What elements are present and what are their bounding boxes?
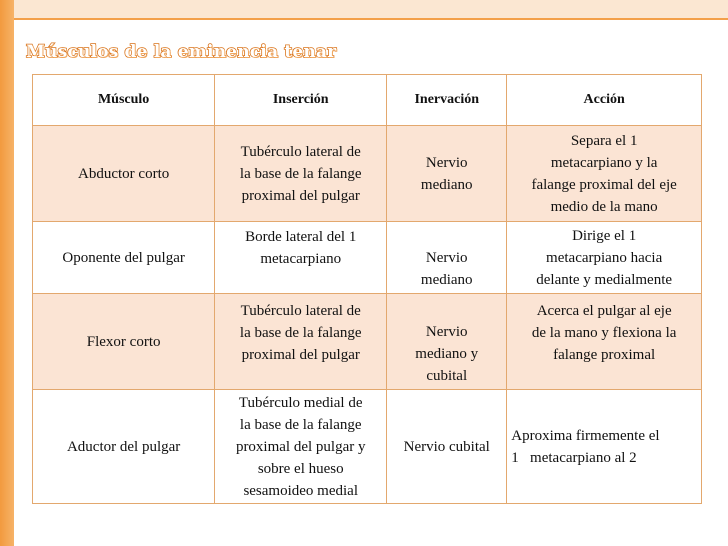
cell-insercion [215, 390, 387, 504]
cell-line: Separa el 1 [570, 132, 638, 149]
header-insercion: Inserción [215, 75, 387, 126]
cell-line: metacarpiano hacia [546, 249, 663, 266]
cell-line: mediano [420, 272, 473, 288]
cell-line: proximal del pulgar [241, 187, 360, 204]
cell-line: proximal del pulgar y [235, 438, 366, 455]
table-row [33, 126, 702, 222]
cell-line: de la mano y flexiona la [531, 325, 677, 341]
top-accent-bar [14, 0, 728, 18]
cell-line: Nervio [425, 250, 468, 266]
cell-line: falange proximal del eje [531, 176, 677, 193]
cell-inervacion [387, 294, 507, 390]
table-header-row [33, 75, 702, 126]
top-divider [14, 18, 728, 20]
table-row [33, 294, 702, 390]
slide-title: Músculos de la eminencia tenar [26, 42, 337, 62]
muscle-table [32, 74, 702, 504]
cell-line: Acerca el pulgar al eje [536, 303, 672, 319]
cell-line: proximal del pulgar [241, 347, 360, 363]
cell-line: metacarpiano [260, 251, 342, 267]
cell-line: mediano [420, 176, 473, 193]
cell-line: Dirige el 1 [572, 227, 637, 244]
cell-line: falange proximal [553, 347, 656, 363]
cell-inervacion: Nervio cubital [387, 390, 507, 504]
table-row [33, 390, 702, 504]
cell-line: medio de la mano [550, 198, 658, 215]
cell-accion [507, 126, 702, 222]
cell-musculo: Abductor corto [33, 126, 215, 222]
header-accion: Acción [507, 75, 702, 126]
cell-line: la base de la falange [239, 325, 362, 341]
cell-accion [507, 390, 702, 504]
cell-inervacion [387, 222, 507, 294]
cell-line: la base de la falange [239, 416, 362, 433]
cell-musculo: Aductor del pulgar [33, 390, 215, 504]
cell-line: Aproxima firmemente el [511, 427, 660, 444]
cell-line: metacarpiano y la [550, 154, 658, 171]
cell-line: 1 metacarpiano al 2 [511, 449, 637, 466]
cell-line: sobre el hueso [257, 460, 344, 477]
cell-line: Nervio [425, 154, 468, 171]
cell-line: sesamoideo medial [243, 482, 358, 499]
cell-line: mediano y [415, 346, 479, 362]
cell-line: Borde lateral del 1 [245, 229, 357, 245]
cell-line: la base de la falange [239, 165, 362, 182]
cell-accion [507, 222, 702, 294]
cell-musculo: Flexor corto [33, 294, 215, 390]
header-musculo: Músculo [33, 75, 215, 126]
cell-line: Nervio [425, 324, 468, 340]
cell-musculo: Oponente del pulgar [33, 222, 215, 294]
cell-line: Tubérculo medial de [238, 394, 363, 411]
cell-inervacion [387, 126, 507, 222]
cell-line: cubital [426, 368, 468, 384]
cell-insercion [215, 294, 387, 390]
left-accent-bar [0, 0, 14, 546]
table-row [33, 222, 702, 294]
cell-insercion [215, 222, 387, 294]
cell-insercion [215, 126, 387, 222]
cell-line: Tubérculo lateral de [240, 303, 361, 319]
cell-accion [507, 294, 702, 390]
cell-line: Tubérculo lateral de [240, 143, 361, 160]
cell-line: delante y medialmente [536, 271, 673, 288]
header-inervacion: Inervación [387, 75, 507, 126]
